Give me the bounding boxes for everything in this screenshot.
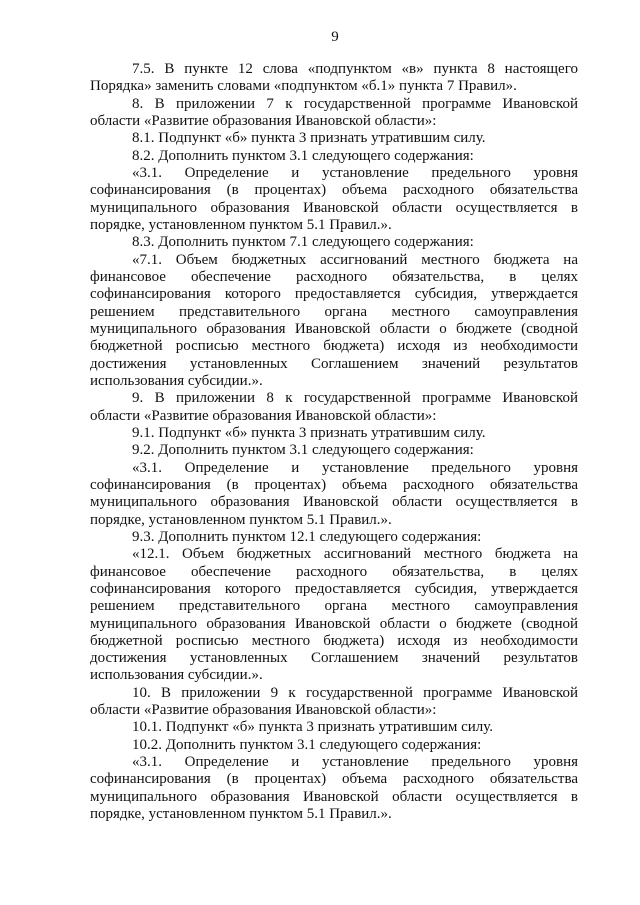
text-line: использования субсидии.».: [90, 667, 263, 684]
text-line: 10.2. Дополнить пунктом 3.1 следующего содержания:: [132, 736, 482, 753]
text-line: муниципального образования Ивановской области осуществляется в: [90, 494, 578, 511]
text-line: 10.1. Подпункт «б» пункта 3 признать утратившим силу.: [132, 719, 493, 736]
text-line: софинансирования (в процентах) объема расходного обязательства: [90, 771, 578, 788]
text-line: Порядка» заменить словами «подпунктом «б.1» пункта 7 Правил».: [90, 78, 517, 95]
text-line: софинансирования (в процентах) объема расходного обязательства: [90, 476, 578, 493]
text-line: порядке, установленном пунктом 5.1 Правил.».: [90, 511, 392, 528]
document-body: [90, 61, 578, 823]
text-line: финансовое обеспечение расходного обязательства, в целях: [90, 268, 578, 285]
text-line: порядке, установленном пунктом 5.1 Правил.».: [90, 806, 392, 823]
text-line: «3.1. Определение и установление предельного уровня: [132, 754, 578, 771]
text-line: финансовое обеспечение расходного обязательства, в целях: [90, 563, 578, 580]
text-line: 9.3. Дополнить пунктом 12.1 следующего содержания:: [132, 528, 482, 545]
text-line: «3.1. Определение и установление предельного уровня: [132, 164, 578, 181]
text-line: использования субсидии.».: [90, 372, 263, 389]
text-line: области «Развитие образования Ивановской области»:: [90, 407, 437, 424]
text-line: бюджетной росписью местного бюджета) исходя из необходимости: [90, 338, 578, 355]
text-line: «3.1. Определение и установление предельного уровня: [132, 459, 578, 476]
text-line: «7.1. Объем бюджетных ассигнований местного бюджета на: [132, 251, 578, 268]
text-line: 8. В приложении 7 к государственной программе Ивановской: [132, 95, 578, 112]
text-line: порядке, установленном пунктом 5.1 Правил.».: [90, 216, 392, 233]
text-line: муниципального образования Ивановской области о бюджете (сводной: [90, 320, 578, 337]
page-number: 9: [331, 29, 339, 45]
text-line: решением представительного органа местного самоуправления: [90, 303, 578, 320]
text-line: 7.5. В пункте 12 слова «подпунктом «в» пункта 8 настоящего: [132, 61, 578, 77]
text-line: решением представительного органа местного самоуправления: [90, 598, 578, 615]
text-line: 8.1. Подпункт «б» пункта 3 признать утратившим силу.: [132, 130, 486, 147]
text-line: достижения установленных Соглашением значений результатов: [90, 355, 578, 372]
text-line: 8.2. Дополнить пунктом 3.1 следующего содержания:: [132, 147, 474, 164]
text-line: 9.2. Дополнить пунктом 3.1 следующего содержания:: [132, 442, 474, 459]
text-line: бюджетной росписью местного бюджета) исходя из необходимости: [90, 632, 578, 649]
text-line: 10. В приложении 9 к государственной программе Ивановской: [132, 684, 578, 701]
text-line: муниципального образования Ивановской области осуществляется в: [90, 199, 578, 216]
text-line: области «Развитие образования Ивановской области»:: [90, 702, 437, 719]
text-line: области «Развитие образования Ивановской области»:: [90, 112, 437, 129]
text-line: 8.3. Дополнить пунктом 7.1 следующего содержания:: [132, 234, 474, 251]
text-line: «12.1. Объем бюджетных ассигнований местного бюджета на: [132, 546, 578, 563]
text-line: муниципального образования Ивановской области о бюджете (сводной: [90, 615, 578, 632]
text-line: достижения установленных Соглашением значений результатов: [90, 650, 578, 667]
text-line: софинансирования которого предоставляется субсидия, утверждается: [90, 580, 578, 597]
text-line: муниципального образования Ивановской области осуществляется в: [90, 788, 578, 805]
text-line: софинансирования (в процентах) объема расходного обязательства: [90, 182, 578, 199]
text-line: софинансирования которого предоставляется субсидия, утверждается: [90, 286, 578, 303]
text-line: 9. В приложении 8 к государственной программе Ивановской: [132, 390, 578, 407]
text-line: 9.1. Подпункт «б» пункта 3 признать утратившим силу.: [132, 424, 486, 441]
